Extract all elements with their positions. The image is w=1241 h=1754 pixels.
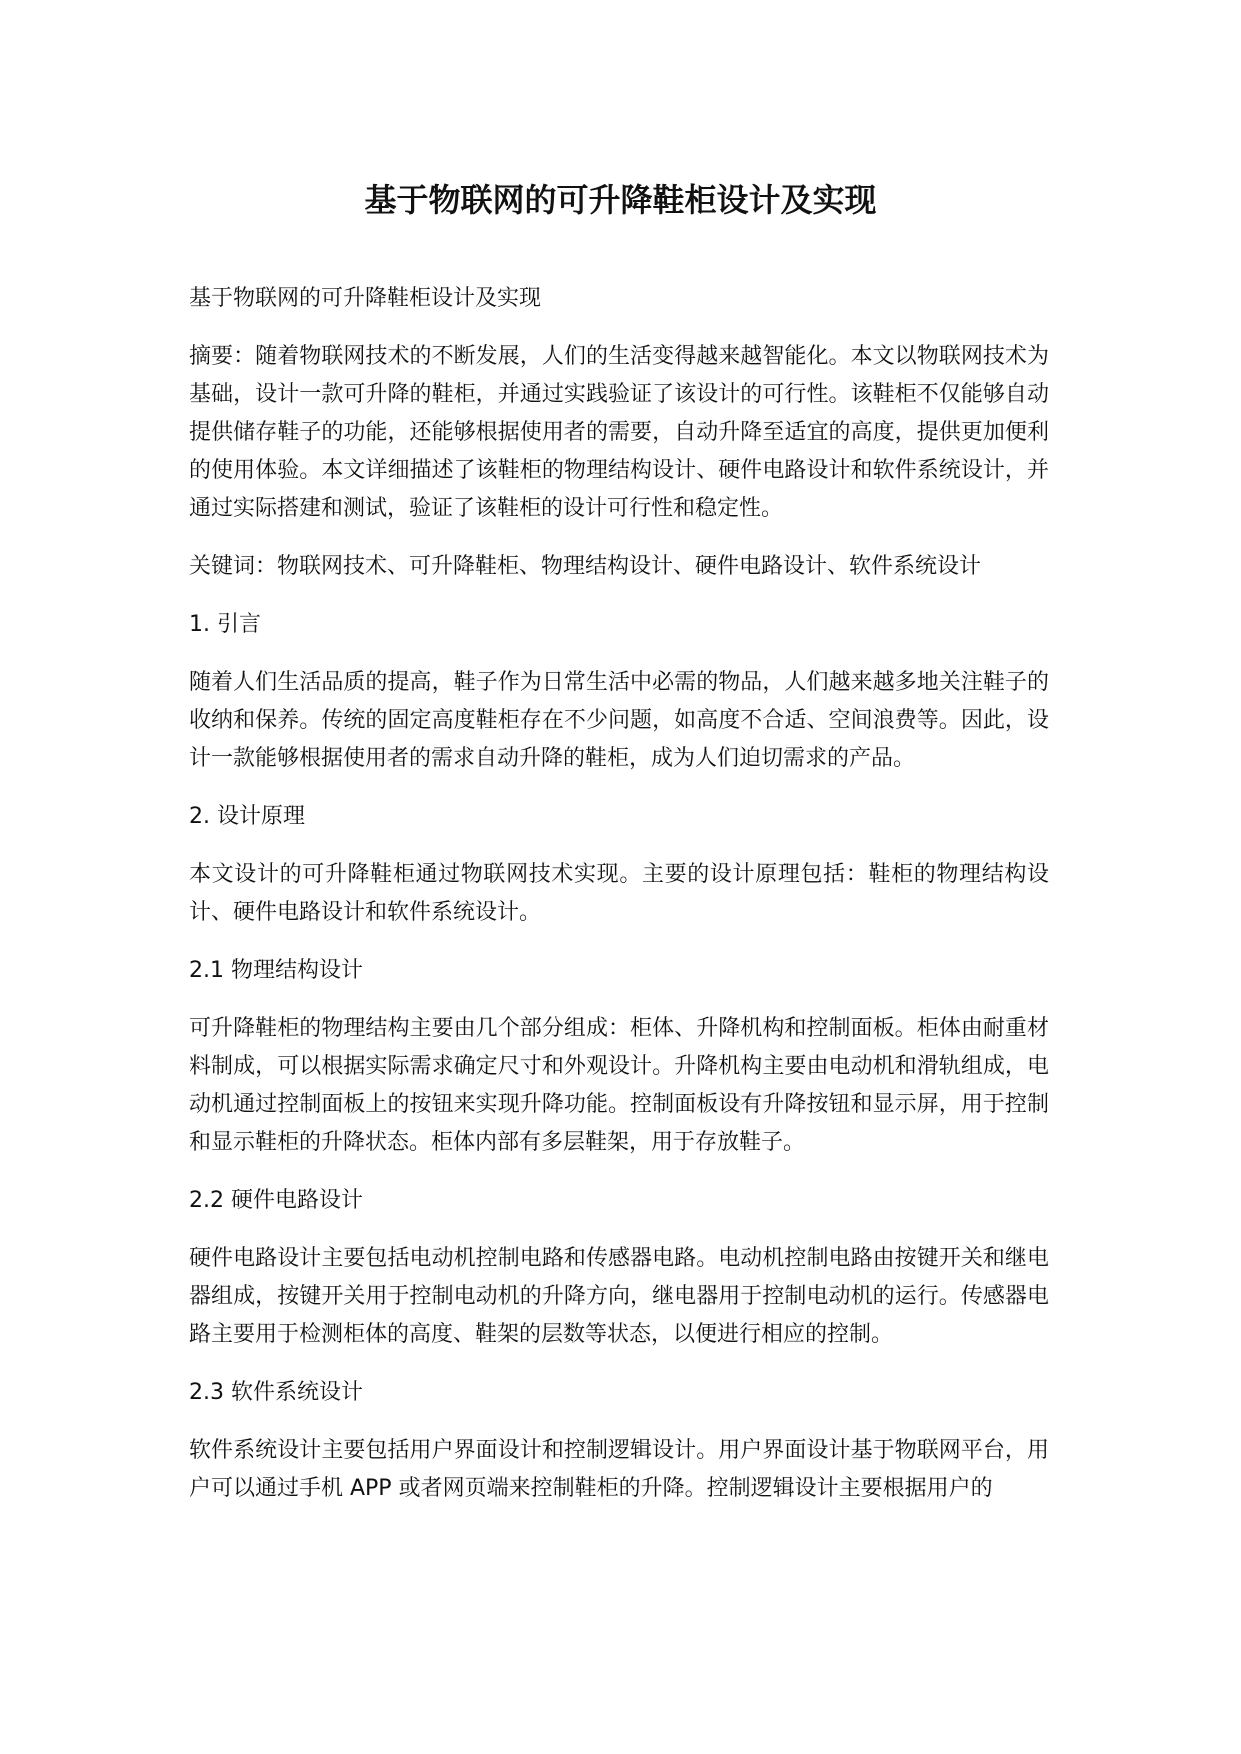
section-text-introduction: 随着人们生活品质的提高，鞋子作为日常生活中必需的物品，人们越来越多地关注鞋子的收纳和保养。传统的固定高度鞋柜存在不少问题，如高度不合适、空间浪费等。因此，设计一款能够根据使用者的需求自动升降的鞋柜，成为人们迫切需求的产品。 <box>189 670 1049 771</box>
section-heading-design-principle: 2. 设计原理 <box>189 804 305 829</box>
section-heading-software-system: 2.3 软件系统设计 <box>189 1380 363 1405</box>
section-heading-physical-structure: 2.1 物理结构设计 <box>189 958 363 983</box>
section-heading-introduction: 1. 引言 <box>189 612 261 637</box>
document-body <box>189 280 1049 1528</box>
document-title: 基于物联网的可升降鞋柜设计及实现 <box>364 181 877 219</box>
section-text-physical-structure: 可升降鞋柜的物理结构主要由几个部分组成：柜体、升降机构和控制面板。柜体由耐重材料制成，可以根据实际需求确定尺寸和外观设计。升降机构主要由电动机和滑轨组成，电动机通过控制面板上的按钮来实现升降功能。控制面板设有升降按钮和显示屏，用于控制和显示鞋柜的升降状态。柜体内部有多层鞋架，用于存放鞋子。 <box>189 1016 1049 1155</box>
section-text-hardware-circuit: 硬件电路设计主要包括电动机控制电路和传感器电路。电动机控制电路由按键开关和继电器组成，按键开关用于控制电动机的升降方向，继电器用于控制电动机的运行。传感器电路主要用于检测柜体的高度、鞋架的层数等状态，以便进行相应的控制。 <box>189 1246 1049 1347</box>
keywords-paragraph: 关键词：物联网技术、可升降鞋柜、物理结构设计、硬件电路设计、软件系统设计 <box>189 554 982 579</box>
section-text-design-principle: 本文设计的可升降鞋柜通过物联网技术实现。主要的设计原理包括：鞋柜的物理结构设计、硬件电路设计和软件系统设计。 <box>189 862 1049 925</box>
section-heading-hardware-circuit: 2.2 硬件电路设计 <box>189 1188 363 1213</box>
section-text-software-system: 软件系统设计主要包括用户界面设计和控制逻辑设计。用户界面设计基于物联网平台，用户可以通过手机 APP 或者网页端来控制鞋柜的升降。控制逻辑设计主要根据用户的 <box>189 1438 1049 1501</box>
abstract-paragraph: 摘要：随着物联网技术的不断发展，人们的生活变得越来越智能化。本文以物联网技术为基础，设计一款可升降的鞋柜，并通过实践验证了该设计的可行性。该鞋柜不仅能够自动提供储存鞋子的功能，还能够根据使用者的需要，自动升降至适宜的高度，提供更加便利的使用体验。本文详细描述了该鞋柜的物理结构设计、硬件电路设计和软件系统设计，并通过实际搭建和测试，验证了该鞋柜的设计可行性和稳定性。 <box>189 344 1049 521</box>
subtitle-line: 基于物联网的可升降鞋柜设计及实现 <box>189 286 542 311</box>
